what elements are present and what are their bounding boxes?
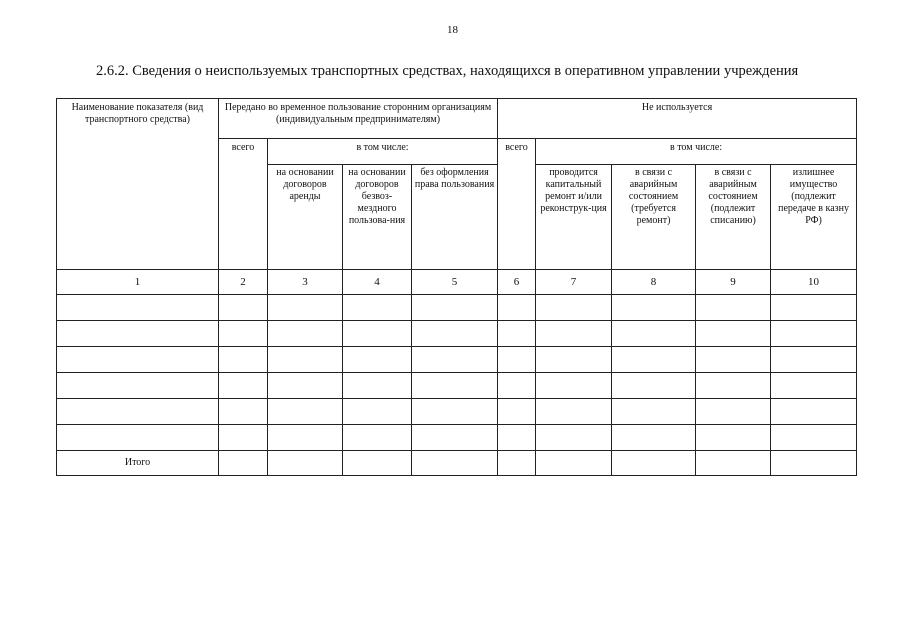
table-cell	[612, 451, 696, 476]
column-numbers-row	[57, 270, 857, 295]
total-label: Итого	[57, 451, 219, 476]
column-number: 4	[343, 270, 412, 295]
header-free-use: на основании договоров безвоз-мездного пользова-ния	[343, 165, 412, 270]
table-cell	[268, 399, 343, 425]
table-cell	[536, 451, 612, 476]
table-cell	[498, 295, 536, 321]
table-cell	[268, 373, 343, 399]
table-cell	[771, 451, 857, 476]
table-cell	[57, 399, 219, 425]
table-cell	[612, 347, 696, 373]
table-cell	[219, 295, 268, 321]
column-number: 2	[219, 270, 268, 295]
header-indicator-name: Наименование показателя (вид транспортного средства)	[57, 99, 219, 270]
table-cell	[268, 321, 343, 347]
table-cell	[343, 451, 412, 476]
table-cell	[612, 295, 696, 321]
table-cell	[612, 399, 696, 425]
table-cell	[343, 399, 412, 425]
table-cell	[343, 347, 412, 373]
table-cell	[696, 399, 771, 425]
table-cell	[498, 321, 536, 347]
table-cell	[498, 399, 536, 425]
table-cell	[498, 451, 536, 476]
table-cell	[57, 425, 219, 451]
table-cell	[696, 347, 771, 373]
column-number: 7	[536, 270, 612, 295]
header-emergency-writeoff: в связи с аварийным состоянием (подлежит списанию)	[696, 165, 771, 270]
table-cell	[412, 399, 498, 425]
page-number: 18	[447, 24, 458, 36]
table-cell	[343, 425, 412, 451]
table-row	[57, 425, 857, 451]
header-lease: на основании договоров аренды	[268, 165, 343, 270]
table-cell	[536, 425, 612, 451]
table-cell	[696, 451, 771, 476]
table-cell	[219, 425, 268, 451]
table-row	[57, 321, 857, 347]
table-row	[57, 295, 857, 321]
total-row	[57, 451, 857, 476]
table-cell	[612, 321, 696, 347]
table-cell	[219, 399, 268, 425]
table-cell	[268, 347, 343, 373]
table-cell	[771, 347, 857, 373]
header-transferred-total: всего	[219, 139, 268, 270]
table-cell	[696, 373, 771, 399]
table-cell	[219, 451, 268, 476]
table-cell	[268, 451, 343, 476]
header-capital-repair: проводится капитальный ремонт и/или реконструк-ция	[536, 165, 612, 270]
header-transferred: Передано во временное пользование сторонним организациям (индивидуальным предпринимателям)	[219, 99, 498, 139]
header-unused: Не используется	[498, 99, 857, 139]
table-cell	[412, 321, 498, 347]
table-row	[57, 347, 857, 373]
table-cell	[612, 373, 696, 399]
table-cell	[219, 347, 268, 373]
table-cell	[57, 321, 219, 347]
header-emergency-repair: в связи с аварийным состоянием (требуется ремонт)	[612, 165, 696, 270]
table-cell	[696, 295, 771, 321]
table-cell	[771, 373, 857, 399]
table-row	[57, 399, 857, 425]
column-number: 10	[771, 270, 857, 295]
table-cell	[219, 373, 268, 399]
table-cell	[219, 321, 268, 347]
header-transferred-including: в том числе:	[268, 139, 498, 165]
header-unused-total: всего	[498, 139, 536, 270]
table-cell	[771, 321, 857, 347]
table-cell	[268, 295, 343, 321]
table-cell	[412, 451, 498, 476]
table-cell	[771, 399, 857, 425]
vehicles-table	[56, 98, 857, 476]
table-cell	[498, 347, 536, 373]
table-cell	[57, 295, 219, 321]
table-cell	[412, 373, 498, 399]
table-cell	[498, 373, 536, 399]
table-row	[57, 373, 857, 399]
table-cell	[536, 399, 612, 425]
column-number: 9	[696, 270, 771, 295]
table-cell	[771, 425, 857, 451]
table-cell	[498, 425, 536, 451]
column-number: 8	[612, 270, 696, 295]
table-cell	[536, 295, 612, 321]
table-cell	[412, 295, 498, 321]
table-cell	[612, 425, 696, 451]
header-unused-including: в том числе:	[536, 139, 857, 165]
table-cell	[343, 295, 412, 321]
column-number: 6	[498, 270, 536, 295]
table-cell	[343, 373, 412, 399]
table-cell	[536, 347, 612, 373]
table-cell	[57, 347, 219, 373]
table-cell	[268, 425, 343, 451]
column-number: 1	[57, 270, 219, 295]
section-title: 2.6.2. Сведения о неиспользуемых транспортных средствах, находящихся в оперативном управлении учреждения	[96, 63, 799, 79]
header-no-rights: без оформления права пользования	[412, 165, 498, 270]
table-cell	[771, 295, 857, 321]
table-cell	[536, 373, 612, 399]
column-number: 3	[268, 270, 343, 295]
table-cell	[412, 425, 498, 451]
table-cell	[696, 425, 771, 451]
table-cell	[412, 347, 498, 373]
column-number: 5	[412, 270, 498, 295]
header-surplus: излишнее имущество (подлежит передаче в казну РФ)	[771, 165, 857, 270]
table-cell	[696, 321, 771, 347]
table-cell	[536, 321, 612, 347]
table-cell	[57, 373, 219, 399]
table-cell	[343, 321, 412, 347]
